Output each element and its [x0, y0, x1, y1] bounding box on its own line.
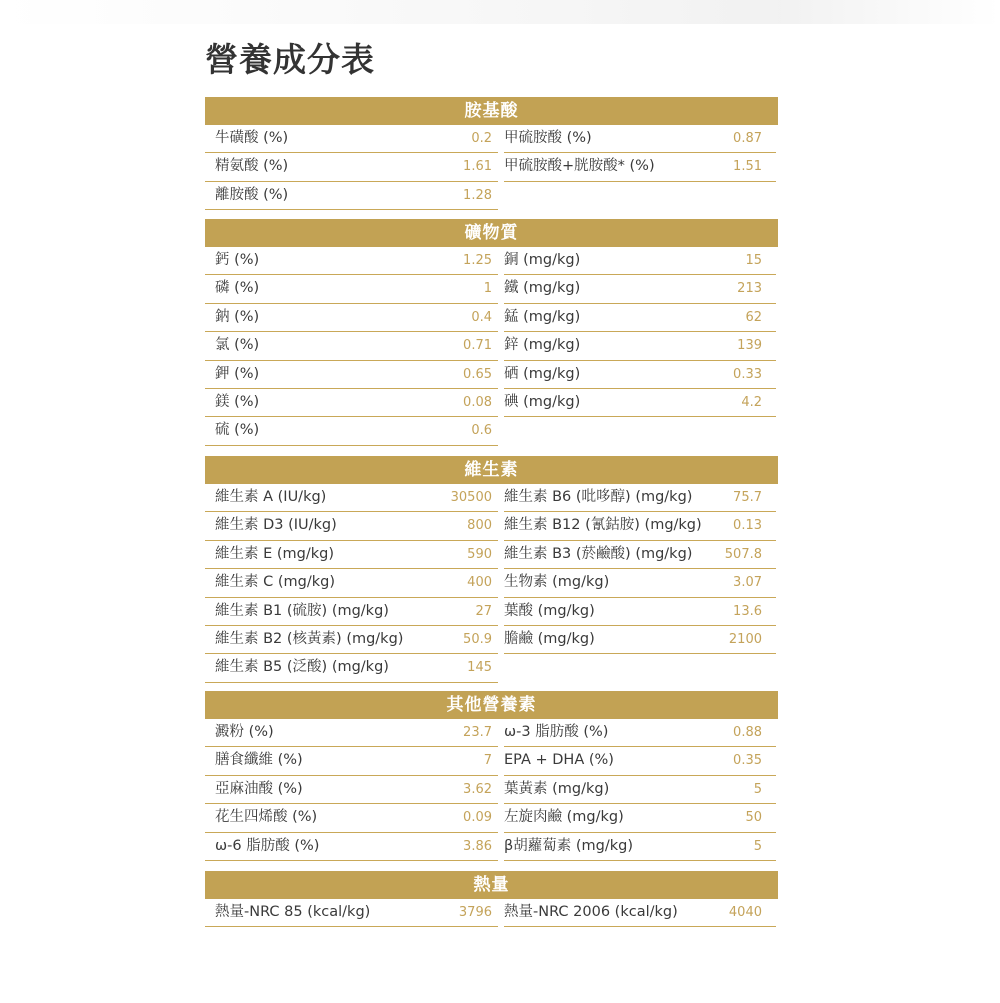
- table-row: [205, 569, 778, 597]
- nutrient-label: 維生素 C (mg/kg): [205, 569, 425, 597]
- nutrient-label: 鐵 (mg/kg): [504, 275, 718, 303]
- nutrient-value: 5: [718, 833, 776, 861]
- table-row: [205, 541, 778, 569]
- nutrient-label: 維生素 E (mg/kg): [205, 541, 425, 569]
- section-table: [205, 871, 778, 927]
- table-row: [205, 626, 778, 654]
- nutrient-label: 生物素 (mg/kg): [504, 569, 718, 597]
- nutrient-label: 硒 (mg/kg): [504, 361, 718, 389]
- nutrient-value: 3.86: [425, 833, 498, 861]
- nutrient-value: 50: [718, 804, 776, 832]
- table-row: [205, 417, 778, 445]
- nutrient-label: 維生素 A (IU/kg): [205, 484, 425, 512]
- nutrient-label: 氯 (%): [205, 332, 425, 360]
- nutrient-value: 1.51: [718, 153, 776, 181]
- nutrient-label: 維生素 B2 (核黃素) (mg/kg): [205, 626, 425, 654]
- nutrient-value: 1.25: [425, 247, 498, 275]
- nutrient-label: 離胺酸 (%): [205, 182, 425, 210]
- top-shade: [0, 0, 1000, 24]
- nutrient-value: 23.7: [425, 719, 498, 747]
- table-row: [205, 512, 778, 540]
- nutrient-value: [718, 654, 776, 682]
- section-table: [205, 456, 778, 683]
- nutrient-label: 熱量-NRC 2006 (kcal/kg): [504, 899, 718, 927]
- nutrient-label: 維生素 D3 (IU/kg): [205, 512, 425, 540]
- nutrient-value: 15: [718, 247, 776, 275]
- nutrient-label: 鎂 (%): [205, 389, 425, 417]
- nutrient-value: 507.8: [718, 541, 776, 569]
- nutrient-value: 0.71: [425, 332, 498, 360]
- nutrient-value: [718, 182, 776, 210]
- nutrient-value: 0.88: [718, 719, 776, 747]
- nutrient-value: 4.2: [718, 389, 776, 417]
- table-row: [205, 361, 778, 389]
- nutrient-label: 鉀 (%): [205, 361, 425, 389]
- nutrient-value: 0.4: [425, 304, 498, 332]
- nutrient-label: 鈉 (%): [205, 304, 425, 332]
- table-row: [205, 153, 778, 181]
- nutrient-label: 膳食纖維 (%): [205, 747, 425, 775]
- nutrient-value: 1: [425, 275, 498, 303]
- table-row: [205, 332, 778, 360]
- nutrient-label: 左旋肉鹼 (mg/kg): [504, 804, 718, 832]
- nutrient-label: 維生素 B3 (菸鹼酸) (mg/kg): [504, 541, 718, 569]
- nutrient-value: 0.2: [425, 125, 498, 153]
- nutrient-label: 錳 (mg/kg): [504, 304, 718, 332]
- nutrient-value: 0.87: [718, 125, 776, 153]
- nutrient-label: 鈣 (%): [205, 247, 425, 275]
- nutrient-label: 牛磺酸 (%): [205, 125, 425, 153]
- nutrient-label: 葉酸 (mg/kg): [504, 598, 718, 626]
- nutrient-value: 139: [718, 332, 776, 360]
- nutrient-label: 鋅 (mg/kg): [504, 332, 718, 360]
- nutrient-value: 0.6: [425, 417, 498, 445]
- nutrient-label: 花生四烯酸 (%): [205, 804, 425, 832]
- nutrient-label: 甲硫胺酸+胱胺酸* (%): [504, 153, 718, 181]
- nutrient-value: 145: [425, 654, 498, 682]
- nutrient-value: 0.35: [718, 747, 776, 775]
- nutrient-label: 維生素 B12 (氰鈷胺) (mg/kg): [504, 512, 718, 540]
- nutrient-label: [504, 654, 718, 682]
- table-row: [205, 182, 778, 210]
- table-row: [205, 484, 778, 512]
- nutrient-label: EPA + DHA (%): [504, 747, 718, 775]
- table-row: [205, 654, 778, 682]
- nutrient-value: 50.9: [425, 626, 498, 654]
- nutrient-label: 硫 (%): [205, 417, 425, 445]
- nutrient-value: 13.6: [718, 598, 776, 626]
- table-row: [205, 833, 778, 861]
- table-row: [205, 804, 778, 832]
- nutrient-value: 7: [425, 747, 498, 775]
- nutrient-value: 0.13: [718, 512, 776, 540]
- section-header: 其他營養素: [205, 691, 778, 719]
- nutrient-label: 澱粉 (%): [205, 719, 425, 747]
- section-header: 熱量: [205, 871, 778, 899]
- nutrient-value: 62: [718, 304, 776, 332]
- nutrient-value: [718, 417, 776, 445]
- nutrient-value: 590: [425, 541, 498, 569]
- nutrient-label: 銅 (mg/kg): [504, 247, 718, 275]
- nutrient-value: 0.33: [718, 361, 776, 389]
- nutrient-label: 葉黃素 (mg/kg): [504, 776, 718, 804]
- nutrient-value: 5: [718, 776, 776, 804]
- table-row: [205, 598, 778, 626]
- section-header: 維生素: [205, 456, 778, 484]
- page-title: 營養成分表: [205, 40, 375, 79]
- nutrient-label: 碘 (mg/kg): [504, 389, 718, 417]
- nutrient-value: 3.07: [718, 569, 776, 597]
- nutrient-label: β胡蘿蔔素 (mg/kg): [504, 833, 718, 861]
- nutrient-label: 膽鹼 (mg/kg): [504, 626, 718, 654]
- section-table: [205, 691, 778, 861]
- nutrient-label: [504, 417, 718, 445]
- table-row: [205, 304, 778, 332]
- nutrient-value: 400: [425, 569, 498, 597]
- nutrient-value: 2100: [718, 626, 776, 654]
- nutrient-value: 800: [425, 512, 498, 540]
- section-header: 胺基酸: [205, 97, 778, 125]
- nutrient-value: 0.08: [425, 389, 498, 417]
- nutrient-label: 磷 (%): [205, 275, 425, 303]
- table-row: [205, 389, 778, 417]
- nutrient-label: 甲硫胺酸 (%): [504, 125, 718, 153]
- nutrient-value: 27: [425, 598, 498, 626]
- section-table: [205, 97, 778, 210]
- nutrient-value: 213: [718, 275, 776, 303]
- nutrient-label: [504, 182, 718, 210]
- nutrient-value: 1.61: [425, 153, 498, 181]
- nutrient-label: 維生素 B6 (吡哆醇) (mg/kg): [504, 484, 718, 512]
- table-row: [205, 275, 778, 303]
- table-row: [205, 247, 778, 275]
- nutrient-value: 75.7: [718, 484, 776, 512]
- nutrient-value: 3.62: [425, 776, 498, 804]
- nutrient-value: 1.28: [425, 182, 498, 210]
- nutrient-value: 3796: [425, 899, 498, 927]
- section-table: [205, 219, 778, 446]
- table-row: [205, 125, 778, 153]
- nutrient-label: 維生素 B1 (硫胺) (mg/kg): [205, 598, 425, 626]
- nutrient-label: ω-6 脂肪酸 (%): [205, 833, 425, 861]
- nutrient-label: ω-3 脂肪酸 (%): [504, 719, 718, 747]
- nutrient-label: 亞麻油酸 (%): [205, 776, 425, 804]
- section-header: 礦物質: [205, 219, 778, 247]
- nutrient-label: 精氨酸 (%): [205, 153, 425, 181]
- table-row: [205, 719, 778, 747]
- nutrient-value: 30500: [425, 484, 498, 512]
- nutrient-value: 4040: [718, 899, 776, 927]
- nutrient-label: 熱量-NRC 85 (kcal/kg): [205, 899, 425, 927]
- nutrient-value: 0.09: [425, 804, 498, 832]
- table-row: [205, 899, 778, 927]
- table-row: [205, 776, 778, 804]
- nutrient-value: 0.65: [425, 361, 498, 389]
- nutrient-label: 維生素 B5 (泛酸) (mg/kg): [205, 654, 425, 682]
- table-row: [205, 747, 778, 775]
